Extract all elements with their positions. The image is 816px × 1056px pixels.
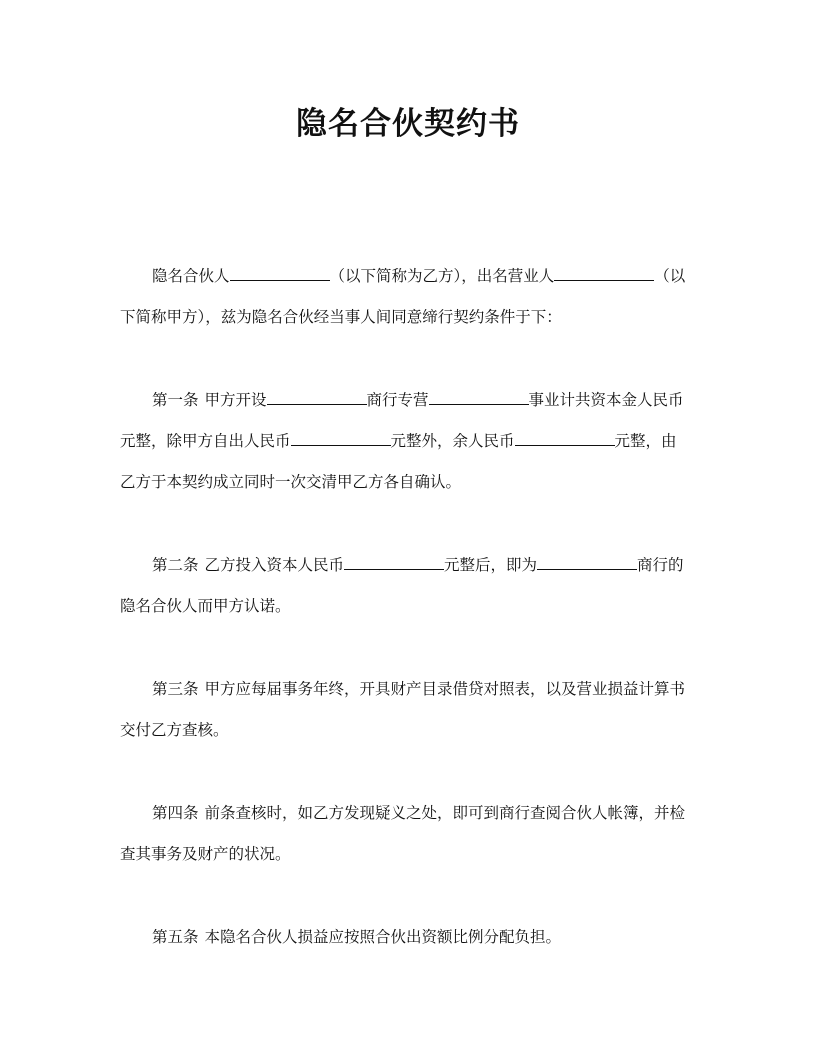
intro-text: （以 [654, 267, 686, 285]
article-heading: 第五条 [152, 928, 199, 946]
article-text: 元整，由 [614, 432, 677, 450]
article-text: 甲方开设 [204, 391, 267, 409]
article-text: 前条查核时，如乙方发现疑义之处，即可到商行查阅合伙人帐簿，并检 [204, 804, 686, 822]
nominal-partner-blank[interactable] [554, 279, 654, 281]
article-heading: 第三条 [152, 680, 199, 698]
intro-line-1 [120, 256, 712, 297]
intro-paragraph [120, 256, 712, 338]
article-heading: 第四条 [152, 804, 199, 822]
article-1 [120, 380, 712, 503]
article-4-line-2 [120, 834, 712, 875]
article-text: 甲方应每届事务年终，开具财产目录借贷对照表，以及营业损益计算书 [204, 680, 686, 698]
document-body [120, 256, 712, 1000]
article-1-line-3 [120, 462, 712, 503]
party-a-capital-blank[interactable] [291, 444, 391, 446]
shop-name-blank[interactable] [267, 403, 367, 405]
remaining-capital-blank[interactable] [515, 444, 615, 446]
article-3-line-1 [120, 669, 712, 710]
silent-partner-blank[interactable] [230, 279, 330, 281]
shop-name-blank-2[interactable] [537, 568, 637, 570]
business-type-blank[interactable] [429, 403, 529, 405]
article-text: 隐名合伙人而甲方认诺。 [120, 597, 291, 615]
article-text: 乙方投入资本人民币 [204, 556, 345, 574]
article-heading: 第二条 [152, 556, 199, 574]
article-5-line-1 [120, 917, 712, 958]
article-3-line-2 [120, 710, 712, 751]
article-heading: 第一条 [152, 391, 199, 409]
article-text: 元整，除甲方自出人民币 [120, 432, 291, 450]
intro-text: （以下简称为乙方），出名营业人 [329, 267, 555, 285]
article-text: 商行专营 [366, 391, 429, 409]
article-1-line-1 [120, 380, 712, 421]
article-4-line-1 [120, 793, 712, 834]
article-text: 元整外，余人民币 [390, 432, 515, 450]
document-title: 隐名合伙契约书 [296, 106, 520, 142]
article-text: 本隐名合伙人损益应按照合伙出资额比例分配负担。 [204, 928, 562, 946]
article-text: 元整后，即为 [444, 556, 538, 574]
article-2 [120, 545, 712, 627]
article-2-line-1 [120, 545, 712, 586]
article-text: 事业计共资本金人民币 [528, 391, 684, 409]
article-text: 乙方于本契约成立同时一次交清甲乙方各自确认。 [120, 473, 462, 491]
intro-line-2 [120, 297, 712, 338]
article-1-line-2 [120, 421, 712, 462]
party-b-capital-blank[interactable] [344, 568, 444, 570]
article-text: 商行的 [637, 556, 684, 574]
article-text: 查其事务及财产的状况。 [120, 845, 291, 863]
intro-text: 下简称甲方），兹为隐名合伙经当事人间同意缔行契约条件于下： [120, 308, 562, 326]
article-5 [120, 917, 712, 958]
intro-text: 隐名合伙人 [152, 267, 230, 285]
article-4 [120, 793, 712, 875]
article-3 [120, 669, 712, 751]
article-text: 交付乙方查核。 [120, 721, 229, 739]
article-2-line-2 [120, 586, 712, 627]
